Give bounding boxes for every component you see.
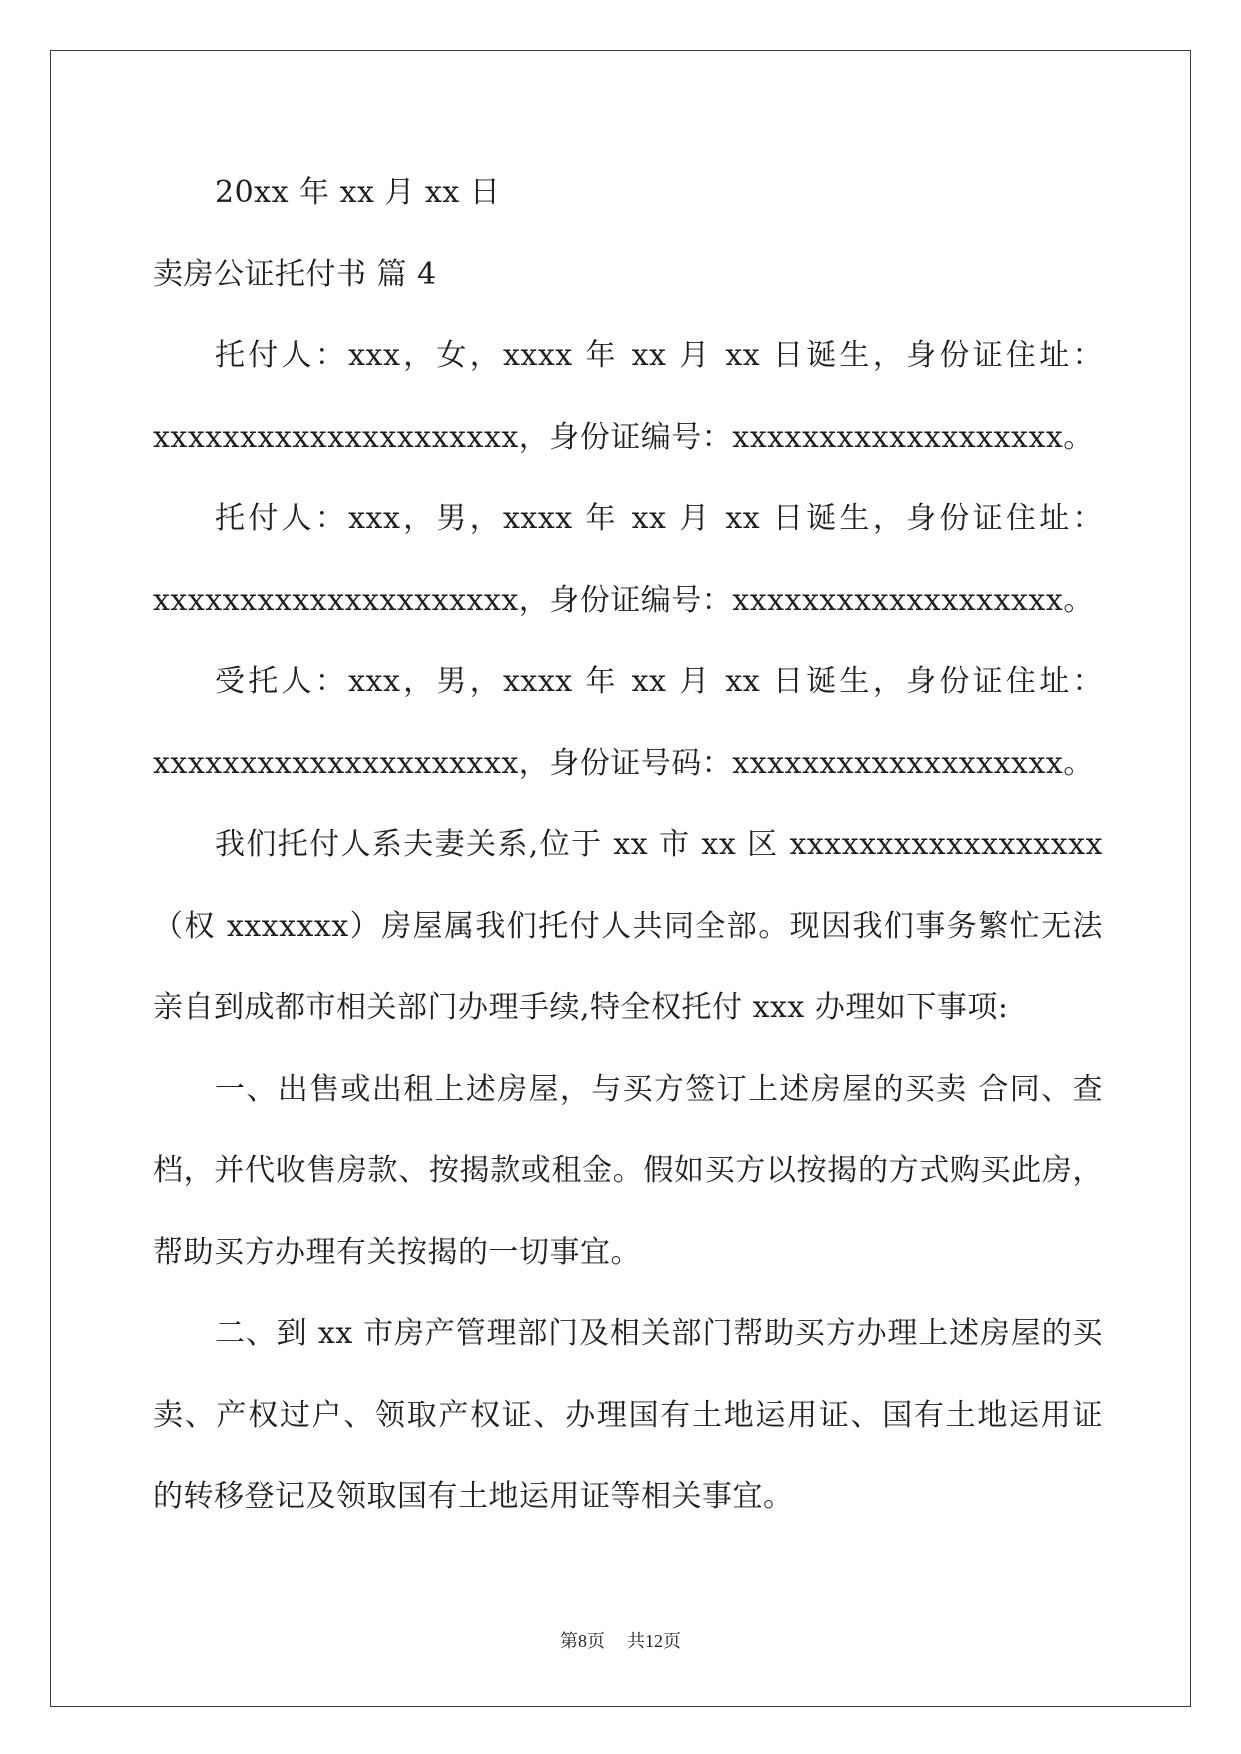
paragraph-line: 档，并代收售房款、按揭款或租金。假如买方以按揭的方式购买此房， [153, 1153, 1103, 1188]
paragraph-principal-female [153, 315, 1103, 478]
paragraph-line: xxxxxxxxxxxxxxxxxxxxx，身份证编号：xxxxxxxxxxxxxxxxxxx。 [153, 419, 1094, 455]
paragraph-line: 受托人：xxx，男，xxxx 年 xx 月 xx 日诞生，身份证住址： [215, 664, 1103, 699]
page-footer [0, 1628, 1241, 1654]
paragraph-statement [153, 804, 1103, 1049]
paragraph-line: xxxxxxxxxxxxxxxxxxxxx，身份证编号：xxxxxxxxxxxxxxxxxxx。 [153, 582, 1094, 618]
paragraph-line: 托付人：xxx，男，xxxx 年 xx 月 xx 日诞生，身份证住址： [215, 501, 1103, 536]
paragraph-agent [153, 641, 1103, 804]
paragraph-line: 的转移登记及领取国有土地运用证等相关事宜。 [153, 1479, 794, 1514]
paragraph-line: 一、出售或出租上述房屋，与买方签订上述房屋的买卖 合同、查 [215, 1071, 1103, 1107]
document-body [153, 152, 1103, 1538]
paragraph-item-two [153, 1293, 1103, 1538]
paragraph-line: 托付人：xxx，女，xxxx 年 xx 月 xx 日诞生，身份证住址： [215, 338, 1103, 373]
paragraph-principal-male [153, 478, 1103, 641]
page-number: 第8页 [560, 1631, 605, 1651]
paragraph-line: 我们托付人系夫妻关系,位于 xx 市 xx 区 xxxxxxxxxxxxxxxxxx [215, 827, 1103, 862]
page-total: 共12页 [627, 1631, 681, 1651]
paragraph-line: 卖、产权过户、领取产权证、办理国有土地运用证、国有土地运用证 [153, 1397, 1103, 1433]
paragraph-line: 亲自到成都市相关部门办理手续,特全权托付 xxx 办理如下事项: [153, 990, 1009, 1025]
date-line: 20xx 年 xx 月 xx 日 [215, 175, 501, 210]
paragraph-line: 帮助买方办理有关按揭的一切事宜。 [153, 1234, 641, 1270]
paragraph-line: xxxxxxxxxxxxxxxxxxxxx，身份证号码：xxxxxxxxxxxxxxxxxxx。 [153, 745, 1094, 781]
paragraph-item-one [153, 1049, 1103, 1294]
section-title: 卖房公证托付书 篇 4 [153, 256, 437, 292]
paragraph-line: （权 xxxxxxx）房屋属我们托付人共同全部。现因我们事务繁忙无法 [153, 908, 1103, 944]
paragraph-line: 二、到 xx 市房产管理部门及相关部门帮助买方办理上述房屋的买 [215, 1316, 1103, 1351]
